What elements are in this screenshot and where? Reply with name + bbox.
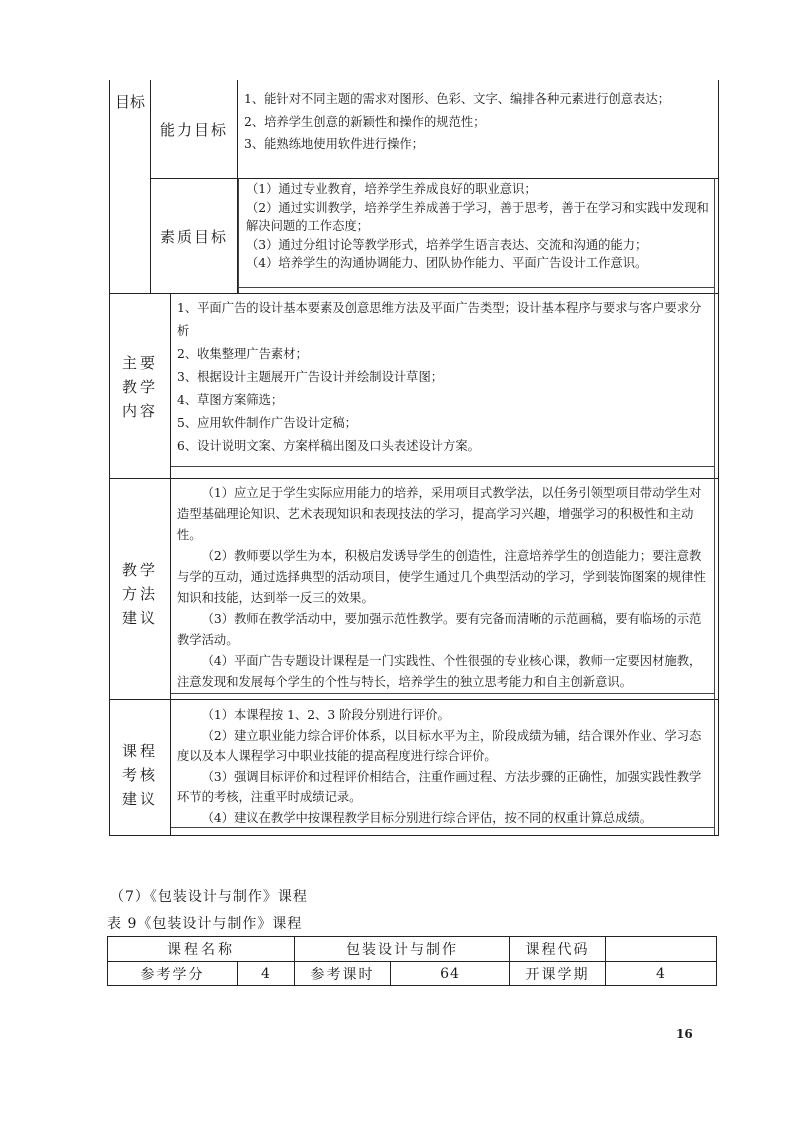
col-divider-inner bbox=[714, 293, 715, 835]
assessment-list bbox=[177, 705, 711, 828]
row-divider-inner bbox=[171, 466, 714, 467]
row-divider-inner bbox=[238, 287, 715, 288]
list-item: （1）通过专业教育，培养学生养成良好的职业意识； bbox=[246, 182, 537, 196]
goal-label: 目标 bbox=[114, 93, 145, 111]
course-code-label: 课程代码 bbox=[525, 942, 590, 958]
col-divider bbox=[150, 80, 151, 293]
method-list bbox=[177, 483, 711, 693]
ability-goal-label: 能力目标 bbox=[159, 121, 228, 139]
list-item: （1）本课程按 1、2、3 阶段分别进行评价。 bbox=[201, 708, 450, 722]
list-item: 3、根据设计主题展开广告设计并绘制设计草图； bbox=[177, 370, 444, 384]
list-item: 1、能针对不同主题的需求对图形、色彩、文字、编排各种元素进行创意表达； bbox=[244, 92, 670, 106]
assessment-label: 课程 考核 建议 bbox=[121, 742, 158, 808]
quality-goal-label: 素质目标 bbox=[159, 228, 228, 246]
content-label: 主要 教学 内容 bbox=[121, 354, 158, 420]
list-item: 2、收集整理广告素材； bbox=[177, 347, 308, 361]
credit-value: 4 bbox=[261, 965, 271, 982]
ability-goal-list bbox=[244, 88, 716, 156]
list-item: 1、平面广告的设计基本要素及创意思维方法及平面广告类型；设计基本程序与要求与客户要求分析 bbox=[177, 301, 702, 338]
course-name-value: 包装设计与制作 bbox=[346, 942, 458, 958]
term-value: 4 bbox=[656, 965, 666, 982]
table-border-left bbox=[109, 80, 110, 836]
list-item: （2）建立职业能力综合评价体系，以目标水平为主，阶段成绩为辅，结合课外作业、学习态度以及本人课程学习中职业技能的提高程度进行综合评价。 bbox=[177, 728, 702, 763]
list-item: （2）教师要以学生为本，积极启发诱导学生的创造性，注意培养学生的创造能力；要注意教与学的互动，通过选择典型的活动项目，使学生通过几个典型活动的学习，学到装饰图案的规律性知识和技能，达到举一反三的效果。 bbox=[177, 549, 706, 605]
table-caption: 表 9《包装设计与制作》课程 bbox=[107, 916, 303, 932]
col-divider-inner bbox=[238, 178, 239, 293]
page-number: 16 bbox=[676, 1027, 693, 1041]
row-divider bbox=[109, 478, 719, 479]
list-item: （1）应立足于学生实际应用能力的培养，采用项目式教学法，以任务引领型项目带动学生对造型基础理论知识、艺术表现知识和表现技法的学习，提高学习兴趣，增强学习的积极性和主动性。 bbox=[177, 486, 702, 542]
table-border-bottom bbox=[107, 985, 717, 986]
list-item: （2）通过实训教学，培养学生养成善于学习，善于思考，善于在学习和实践中发现和解决问题的工作态度； bbox=[246, 200, 709, 233]
method-label: 教学 方法 建议 bbox=[121, 561, 158, 627]
table-border-bottom bbox=[109, 835, 719, 836]
list-item: （3）强调目标评价和过程评价相结合，注重作画过程、方法步骤的正确性，加强实践性教学环节的考核，注重平时成绩记录。 bbox=[177, 769, 702, 804]
list-item: （3）教师在教学活动中，要加强示范性教学。要有完备而清晰的示范画稿，要有临场的示范教学活动。 bbox=[177, 612, 702, 647]
section-heading: （7）《包装设计与制作》课程 bbox=[110, 889, 308, 905]
term-label: 开课学期 bbox=[525, 966, 590, 983]
list-item: （4）培养学生的沟通协调能力、团队协作能力、平面广告设计工作意识。 bbox=[246, 256, 648, 270]
row-divider-inner bbox=[171, 693, 714, 694]
list-item: 6、设计说明文案、方案样稿出图及口头表述设计方案。 bbox=[177, 439, 480, 453]
list-item: 3、能熟练地使用软件进行操作； bbox=[244, 137, 424, 151]
quality-goal-list bbox=[246, 180, 710, 273]
hours-value: 64 bbox=[440, 965, 460, 982]
credit-label: 参考学分 bbox=[140, 966, 205, 983]
table-border-right bbox=[716, 936, 717, 986]
list-item: 4、草图方案筛选； bbox=[177, 393, 284, 407]
hours-label: 参考课时 bbox=[310, 966, 375, 983]
table-border-right bbox=[718, 80, 719, 836]
list-item: （4）平面广告专题设计课程是一门实践性、个性很强的专业核心课，教师一定要因材施教，注意发现和发展每个学生的个性与特长，培养学生的独立思考能力和自主创新意识。 bbox=[177, 654, 702, 689]
course-code-value bbox=[606, 937, 716, 961]
list-item: （3）通过分组讨论等教学形式，培养学生语言表达、交流和沟通的能力； bbox=[246, 237, 648, 252]
row-divider bbox=[150, 178, 718, 179]
list-item: 2、培养学生创意的新颖性和操作的规范性； bbox=[244, 114, 486, 129]
row-divider bbox=[109, 293, 719, 294]
course-name-label: 课程名称 bbox=[167, 942, 235, 958]
row-divider bbox=[109, 699, 719, 700]
list-item: （4）建议在教学中按课程教学目标分别进行综合评估，按不同的权重计算总成绩。 bbox=[201, 810, 653, 825]
content-list bbox=[177, 297, 711, 458]
list-item: 5、应用软件制作广告设计定稿； bbox=[177, 416, 357, 430]
col-divider-inner bbox=[714, 178, 715, 293]
col-divider bbox=[170, 293, 171, 835]
